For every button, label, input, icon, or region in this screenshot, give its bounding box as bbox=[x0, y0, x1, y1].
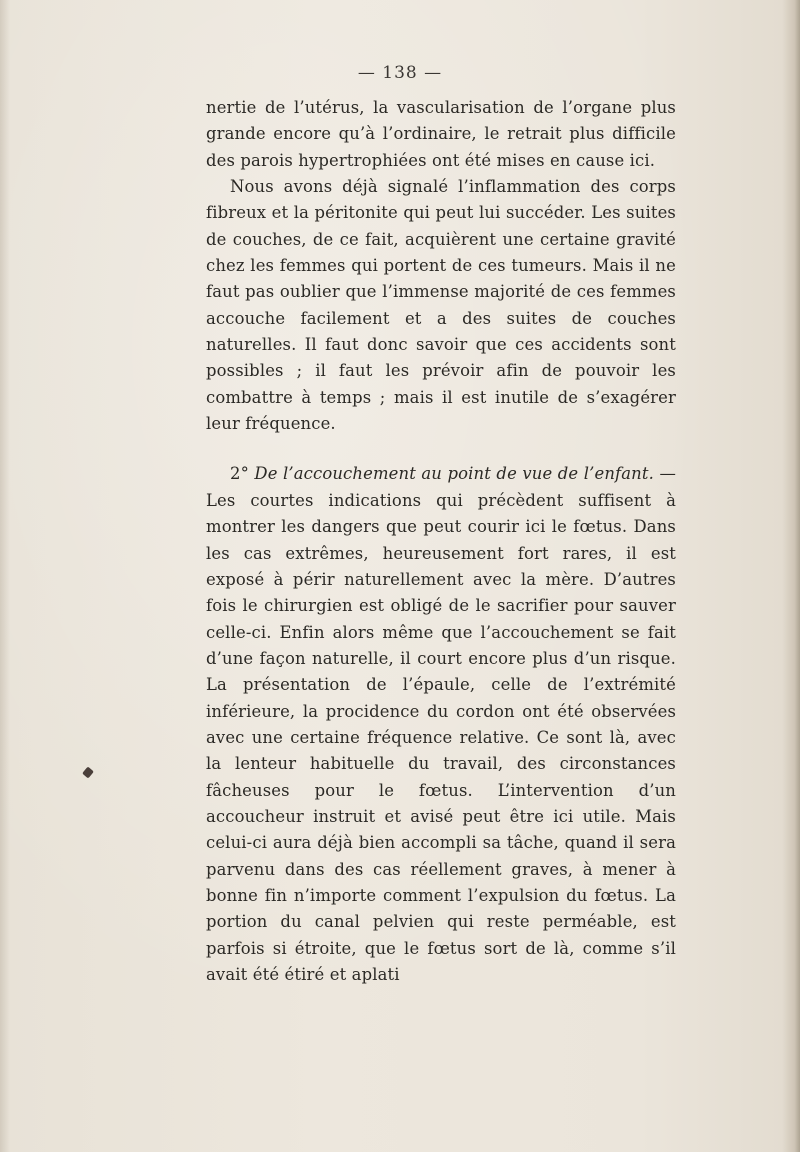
body-text bbox=[206, 95, 676, 988]
paragraph-2: Nous avons déjà signalé l’inflammation des corps fibreux et la péritonite qui peut lui succéder. Les suites de couches, de ce fait, acquièrent une certaine gravité chez les femmes qui portent de ces tumeurs. Mais il ne faut pas oublier que l’immense majorité de ces femmes accouche facilement et a des suites de couches naturelles. Il faut donc savoir que ces accidents sont possibles ; il faut les prévoir afin de pouvoir les combattre à temps ; mais il est inutile de s’exagérer leur fréquence. bbox=[206, 177, 676, 434]
paragraph-1: nertie de l’utérus, la vascularisation de l’organe plus grande encore qu’à l’ordinaire, le retrait plus difficile des parois hypertrophiées ont été mises en cause ici. bbox=[206, 98, 676, 170]
page-number: — 138 — bbox=[357, 63, 443, 83]
page-left-edge-shadow bbox=[0, 0, 10, 1152]
section-number: 2° bbox=[230, 464, 249, 484]
section-heading: De l’accouchement au point de vue de l’enfant. bbox=[254, 464, 654, 484]
paragraph-3 bbox=[206, 461, 676, 988]
page-right-edge-shadow bbox=[782, 0, 800, 1152]
paragraph-3-body: Les courtes indications qui précèdent suffisent à montrer les dangers que peut courir ici le fœtus. Dans les cas extrêmes, heureusement fort rares, il est exposé à périr naturellement avec la mère. D’autres fois le chirurgien est obligé de le sacrifier pour sauver celle-ci. Enfin alors même que l’accouchement se fait d’une façon naturelle, il court encore plus d’un risque. La présentation de l’épaule, celle de l’extrémité inférieure, la procidence du cordon ont été observées avec une certaine fréquence relative. Ce sont là, avec la lenteur habituelle du travail, des circonstances fâcheuses pour le fœtus. L’intervention d’un accoucheur instruit et avisé peut être ici utile. Mais celui-ci aura déjà bien accompli sa tâche, quand il sera parvenu dans des cas réellement graves, à mener à bonne fin n’importe comment l’expulsion du fœtus. La portion du canal pelvien qui reste perméable, est parfois si étroite, que le fœtus sort de là, comme s’il avait été étiré et aplati bbox=[206, 490, 676, 984]
heading-dash: — bbox=[654, 464, 676, 484]
ink-blot-mark bbox=[82, 766, 94, 778]
